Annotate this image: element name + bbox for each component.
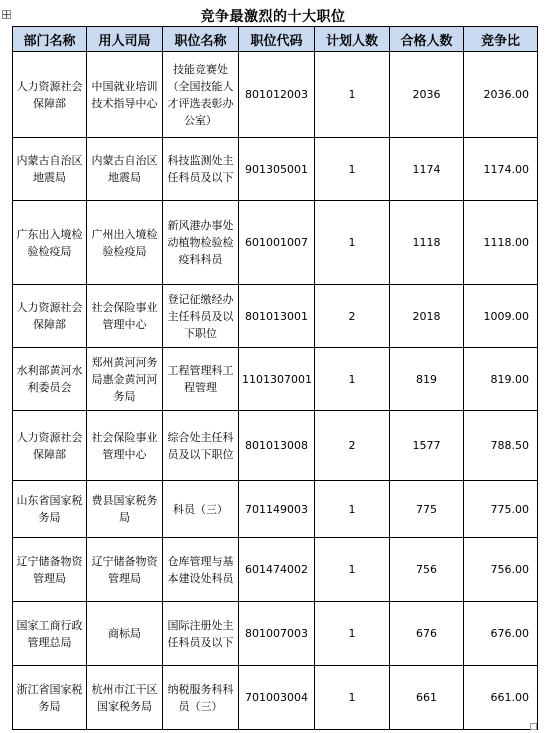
cell-department: 国家工商行政管理总局 [13,602,87,666]
cell-position-code: 701149003 [239,481,315,538]
cell-department: 山东省国家税务局 [13,481,87,538]
cell-planned-count: 1 [315,138,390,201]
cell-planned-count: 1 [315,52,390,138]
cell-qualified-count: 756 [390,538,464,602]
cell-position-name: 新风港办事处动植物检验检疫科科员 [163,201,239,285]
cell-bureau: 社会保险事业管理中心 [87,285,163,348]
header-position-code: 职位代码 [239,27,315,52]
header-position-name: 职位名称 [163,27,239,52]
table-row [13,538,538,602]
table-row [13,138,538,201]
cell-planned-count: 2 [315,285,390,348]
cell-position-name: 纳税服务科科员（三） [163,666,239,730]
cell-qualified-count: 1118 [390,201,464,285]
page-title: 竞争最激烈的十大职位 [200,9,346,25]
cell-competition-ratio: 1118.00 [464,201,538,285]
cell-position-code: 801007003 [239,602,315,666]
cell-competition-ratio: 676.00 [464,602,538,666]
cell-competition-ratio: 788.50 [464,411,538,481]
cell-department: 浙江省国家税务局 [13,666,87,730]
cell-bureau: 杭州市江干区国家税务局 [87,666,163,730]
table-row [13,285,538,348]
table-row [13,602,538,666]
cell-bureau: 费县国家税务局 [87,481,163,538]
cell-position-code: 801013001 [239,285,315,348]
cell-qualified-count: 661 [390,666,464,730]
cell-position-code: 1101307001 [239,348,315,411]
cell-position-name: 国际注册处主任科员及以下 [163,602,239,666]
header-qualified-count: 合格人数 [390,27,464,52]
cell-position-code: 801013008 [239,411,315,481]
cell-competition-ratio: 1174.00 [464,138,538,201]
cell-position-code: 701003004 [239,666,315,730]
cell-qualified-count: 775 [390,481,464,538]
cell-position-name: 工程管理科工程管理 [163,348,239,411]
cell-position-name: 仓库管理与基本建设处科员 [163,538,239,602]
cell-department: 人力资源社会保障部 [13,285,87,348]
cell-planned-count: 1 [315,481,390,538]
cell-competition-ratio: 1009.00 [464,285,538,348]
cell-bureau: 广州出入境检验检疫局 [87,201,163,285]
cell-position-code: 601474002 [239,538,315,602]
cell-department: 人力资源社会保障部 [13,52,87,138]
cell-planned-count: 1 [315,538,390,602]
header-planned-count: 计划人数 [315,27,390,52]
table-row [13,666,538,730]
header-department: 部门名称 [13,27,87,52]
cell-position-name: 技能竞赛处（全国技能人才评选表彰办公室） [163,52,239,138]
cell-planned-count: 1 [315,602,390,666]
cell-competition-ratio: 775.00 [464,481,538,538]
table-resize-handle[interactable] [530,723,537,730]
header-bureau: 用人司局 [87,27,163,52]
cell-position-name: 登记征缴经办主任科员及以下职位 [163,285,239,348]
table-row [13,52,538,138]
cell-bureau: 内蒙古自治区地震局 [87,138,163,201]
table-row [13,481,538,538]
cell-department: 人力资源社会保障部 [13,411,87,481]
cell-bureau: 辽宁储备物资管理局 [87,538,163,602]
cell-competition-ratio: 661.00 [464,666,538,730]
cell-planned-count: 2 [315,411,390,481]
cell-bureau: 郑州黄河河务局惠金黄河河务局 [87,348,163,411]
header-competition-ratio: 竞争比 [464,27,538,52]
cell-bureau: 中国就业培训技术指导中心 [87,52,163,138]
cell-planned-count: 1 [315,666,390,730]
cell-position-name: 科员（三） [163,481,239,538]
cell-planned-count: 1 [315,201,390,285]
cell-bureau: 社会保险事业管理中心 [87,411,163,481]
table-header-row [13,27,538,52]
cell-qualified-count: 819 [390,348,464,411]
table-row [13,201,538,285]
cell-position-code: 801012003 [239,52,315,138]
table-row [13,411,538,481]
cell-competition-ratio: 756.00 [464,538,538,602]
cell-position-code: 901305001 [239,138,315,201]
positions-table [12,26,538,730]
cell-department: 内蒙古自治区地震局 [13,138,87,201]
cell-qualified-count: 2018 [390,285,464,348]
cell-position-code: 601001007 [239,201,315,285]
cell-qualified-count: 1577 [390,411,464,481]
cell-department: 水利部黄河水利委员会 [13,348,87,411]
cell-planned-count: 1 [315,348,390,411]
cell-competition-ratio: 2036.00 [464,52,538,138]
cell-qualified-count: 676 [390,602,464,666]
cell-qualified-count: 1174 [390,138,464,201]
cell-position-name: 综合处主任科员及以下职位 [163,411,239,481]
cell-position-name: 科技监测处主任科员及以下 [163,138,239,201]
cell-qualified-count: 2036 [390,52,464,138]
table-row [13,348,538,411]
cell-competition-ratio: 819.00 [464,348,538,411]
cell-bureau: 商标局 [87,602,163,666]
cell-department: 广东出入境检验检疫局 [13,201,87,285]
cell-department: 辽宁储备物资管理局 [13,538,87,602]
